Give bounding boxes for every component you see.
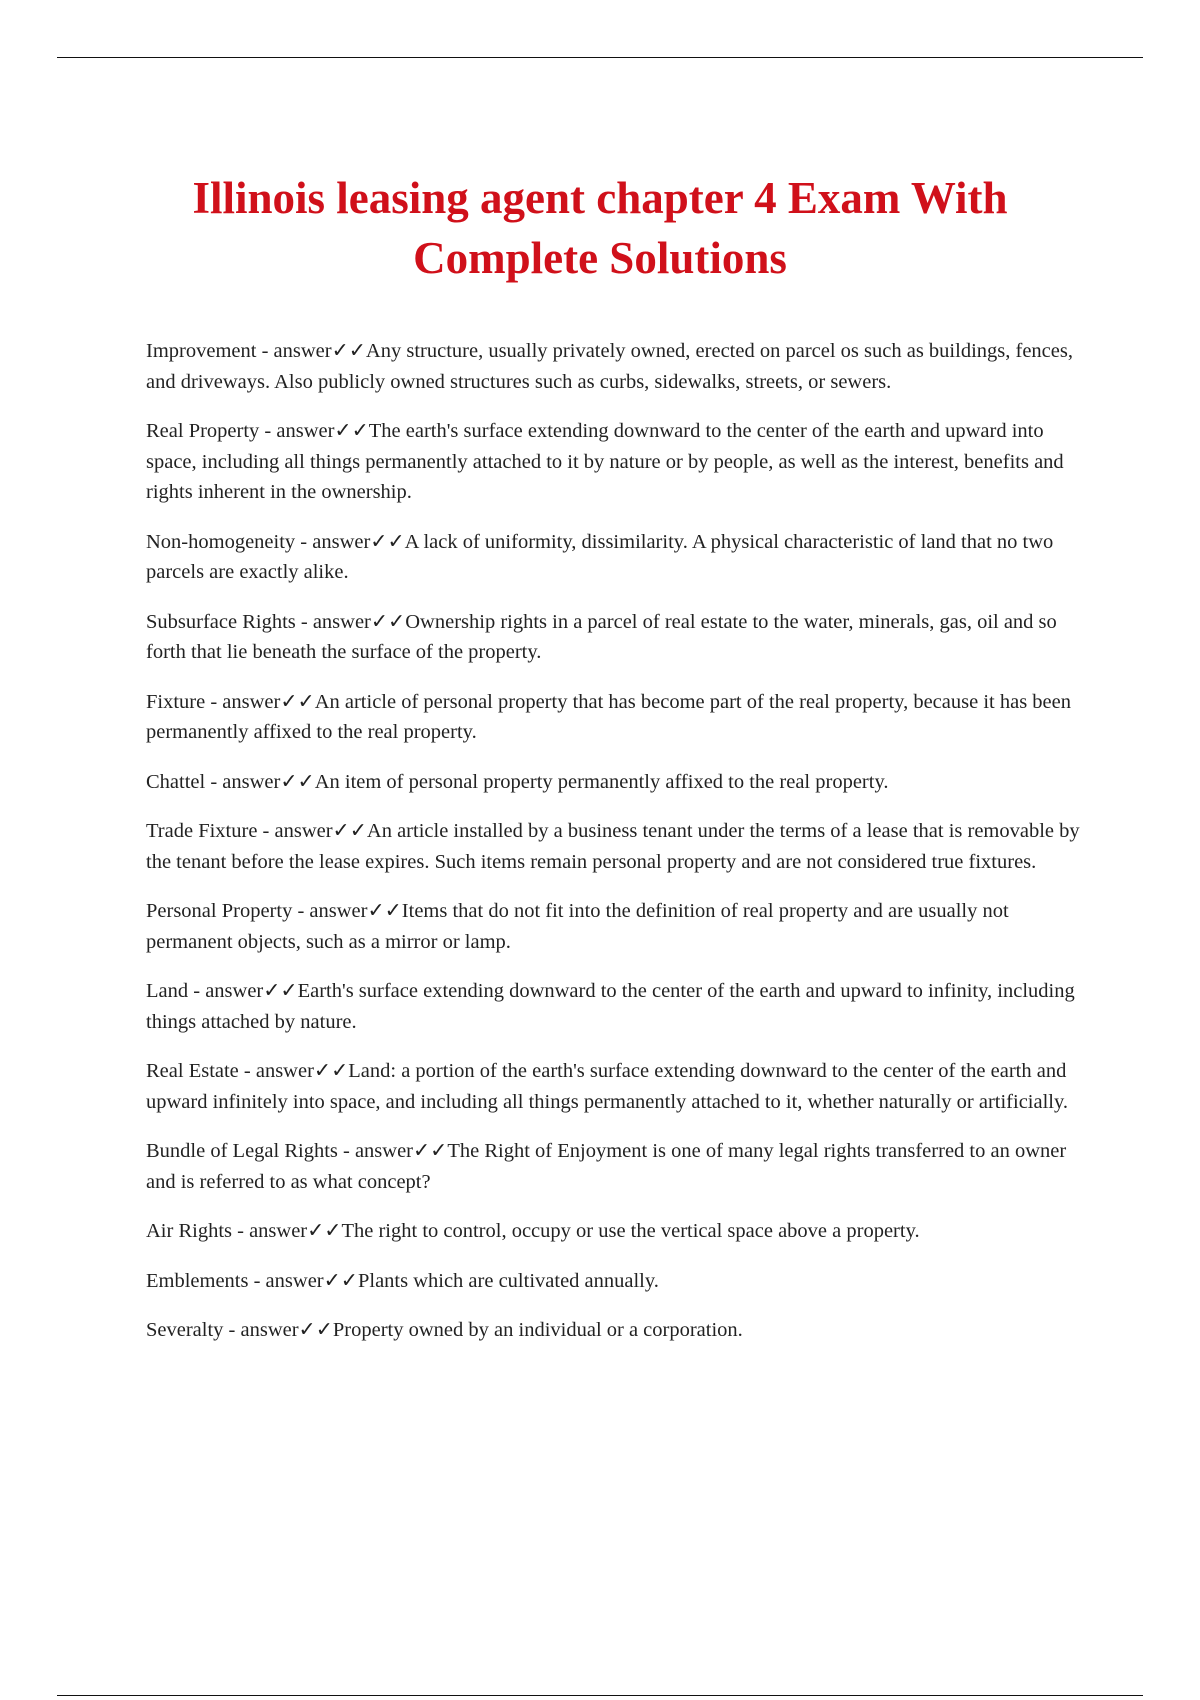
flashcard-entry-chattel: Chattel - answer✓✓An item of personal property permanently affixed to the real property.	[146, 770, 889, 793]
footer-rule	[57, 1695, 1143, 1696]
header-rule	[57, 57, 1143, 58]
flashcard-entry-non-homogeneity: Non-homogeneity - answer✓✓A lack of uniformity, dissimilarity. A physical characteristic of land that no two parcels are exactly alike.	[146, 530, 1054, 583]
document-title: Illinois leasing agent chapter 4 Exam With Complete Solutions	[192, 173, 1008, 283]
flashcard-entry-severalty: Severalty - answer✓✓Property owned by an individual or a corporation.	[146, 1319, 743, 1341]
flashcard-entry-emblements: Emblements - answer✓✓Plants which are cultivated annually.	[146, 1269, 659, 1292]
flashcard-entry-trade-fixture: Trade Fixture - answer✓✓An article installed by a business tenant under the terms of a lease that is removable by the tenant before the lease expires. Such items remain personal property and are not considered true fixtures.	[146, 820, 1080, 873]
flashcard-entry-bundle-of-legal-rights: Bundle of Legal Rights - answer✓✓The Right of Enjoyment is one of many legal rights transferred to an owner and is referred to as what concept?	[146, 1140, 1067, 1193]
flashcard-list	[146, 336, 1091, 1365]
flashcard-entry-real-estate: Real Estate - answer✓✓Land: a portion of the earth's surface extending downward to the center of the earth and upward infinitely into space, and including all things permanently attached to it, whether naturally or artificially.	[146, 1060, 1069, 1113]
flashcard-entry-subsurface-rights: Subsurface Rights - answer✓✓Ownership rights in a parcel of real estate to the water, minerals, gas, oil and so forth that lie beneath the surface of the property.	[146, 610, 1057, 663]
flashcard-entry-improvement: Improvement - answer✓✓Any structure, usually privately owned, erected on parcel os such as buildings, fences, and driveways. Also publicly owned structures such as curbs, sidewalks, streets, or sewers.	[146, 340, 1073, 393]
flashcard-entry-land: Land - answer✓✓Earth's surface extending downward to the center of the earth and upward to infinity, including things attached by nature.	[146, 980, 1075, 1033]
flashcard-entry-real-property: Real Property - answer✓✓The earth's surface extending downward to the center of the earth and upward into space, including all things permanently attached to it by nature or by people, as well as the interest, benefits and rights inherent in the ownership.	[146, 420, 1064, 503]
flashcard-entry-fixture: Fixture - answer✓✓An article of personal property that has become part of the real property, because it has been permanently affixed to the real property.	[146, 690, 1071, 743]
flashcard-entry-air-rights: Air Rights - answer✓✓The right to control, occupy or use the vertical space above a property.	[146, 1220, 920, 1242]
flashcard-entry-personal-property: Personal Property - answer✓✓Items that do not fit into the definition of real property and are usually not permanent objects, such as a mirror or lamp.	[146, 900, 1009, 953]
